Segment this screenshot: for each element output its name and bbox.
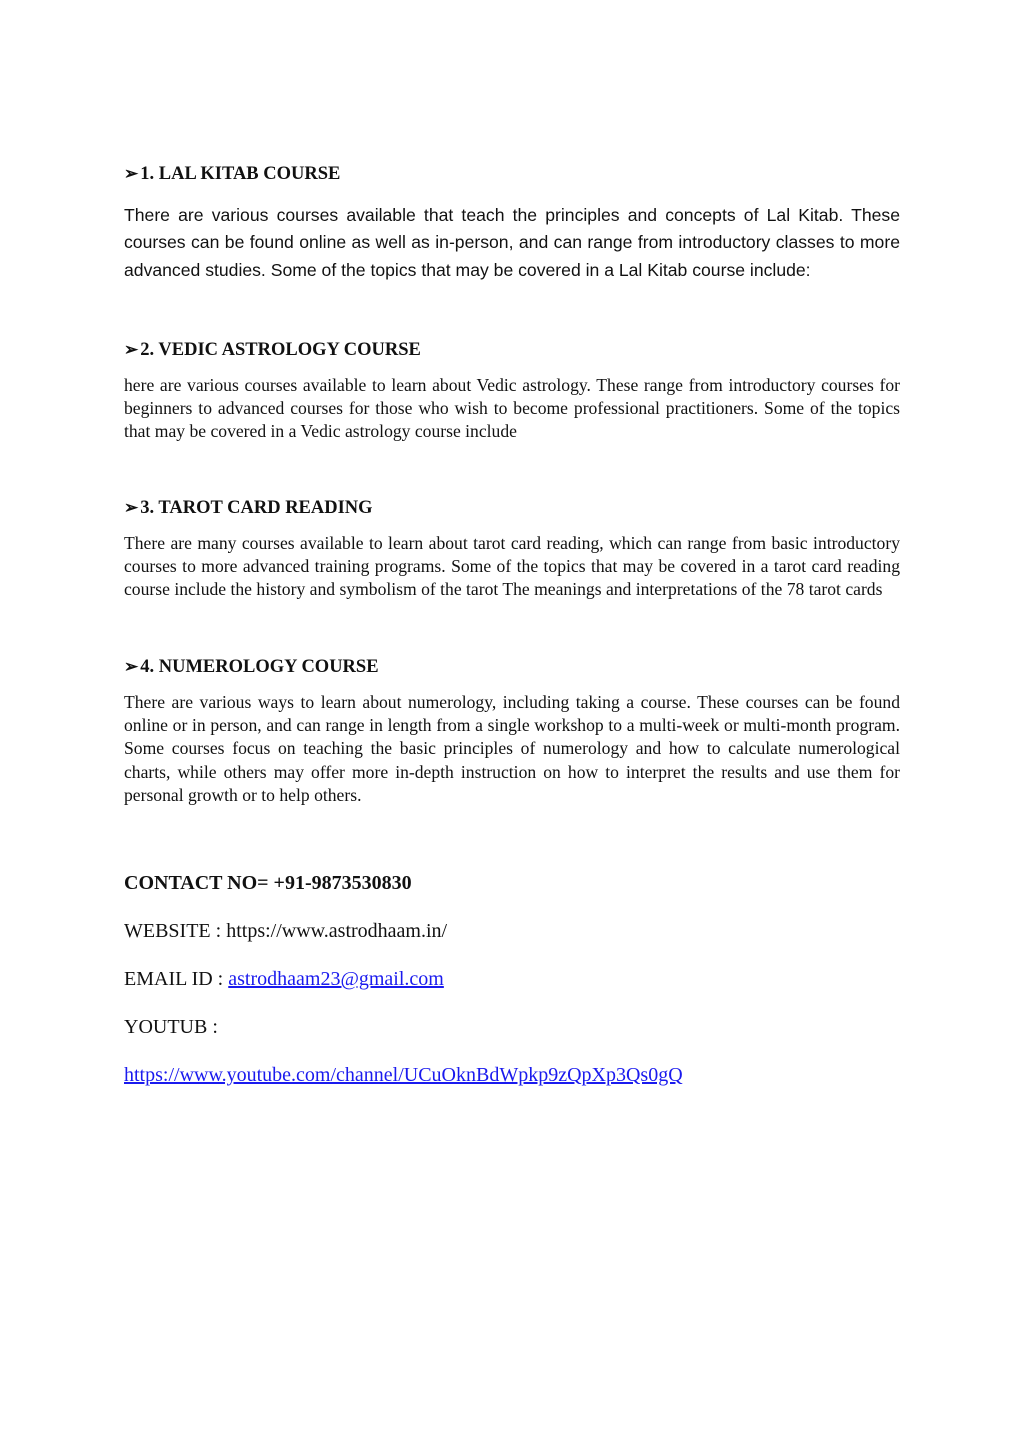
section-body-numerology: There are various ways to learn about numerology, including taking a course. These courses can be found online or in person, and can range in length from a single workshop to a multi-week or multi-month program. Some courses focus on teaching the basic principles of numerology and how to calculate numerological charts, while others may offer more in-depth instruction on how to interpret the results and use them for personal growth or to help others. <box>124 691 900 805</box>
youtube-label: YOUTUB : <box>124 1016 218 1039</box>
arrow-bullet-icon: ➢ <box>124 656 139 676</box>
section-title: 2. VEDIC ASTROLOGY COURSE <box>140 339 421 360</box>
email-label: EMAIL ID : <box>124 968 229 991</box>
document-content <box>124 160 900 1089</box>
contact-phone: CONTACT NO= +91-9873530830 <box>124 872 412 895</box>
section-heading-tarot <box>124 494 900 522</box>
contact-email-line <box>124 965 900 993</box>
arrow-bullet-icon: ➢ <box>124 164 139 183</box>
section-body-lal-kitab: There are various courses available that teach the principles and concepts of Lal Kitab. These courses can be found online as well as in-person, and can range from introductory classes to more advanced studies. Some of the topics that may be covered in a Lal Kitab course include: <box>124 205 900 280</box>
section-body-tarot: There are many courses available to learn about tarot card reading, which can range from basic introductory courses to more advanced training programs. Some of the topics that may be covered in a tarot card reading course include the history and symbolism of the tarot The meanings and interpretations of the 78 tarot cards <box>124 532 900 600</box>
section-heading-vedic-astrology <box>124 336 900 364</box>
section-body-vedic-astrology: here are various courses available to learn about Vedic astrology. These range from introductory courses for beginners to advanced courses for those who wish to become professional practitioners. Some of the topics that may be covered in a Vedic astrology course include <box>124 374 900 442</box>
youtube-link-line <box>124 1061 900 1089</box>
contact-website: WEBSITE : https://www.astrodhaam.in/ <box>124 920 448 943</box>
section-heading-numerology <box>124 653 900 681</box>
section-title: 4. NUMEROLOGY COURSE <box>140 656 379 677</box>
email-link[interactable]: astrodhaam23@gmail.com <box>228 968 444 991</box>
arrow-bullet-icon: ➢ <box>124 339 139 359</box>
arrow-bullet-icon: ➢ <box>124 497 139 517</box>
section-heading-lal-kitab <box>124 160 900 188</box>
youtube-link[interactable]: https://www.youtube.com/channel/UCuOknBdWpkp9zQpXp3Qs0gQ <box>124 1064 683 1087</box>
section-title: 1. LAL KITAB COURSE <box>140 164 341 184</box>
section-title: 3. TAROT CARD READING <box>140 497 373 518</box>
